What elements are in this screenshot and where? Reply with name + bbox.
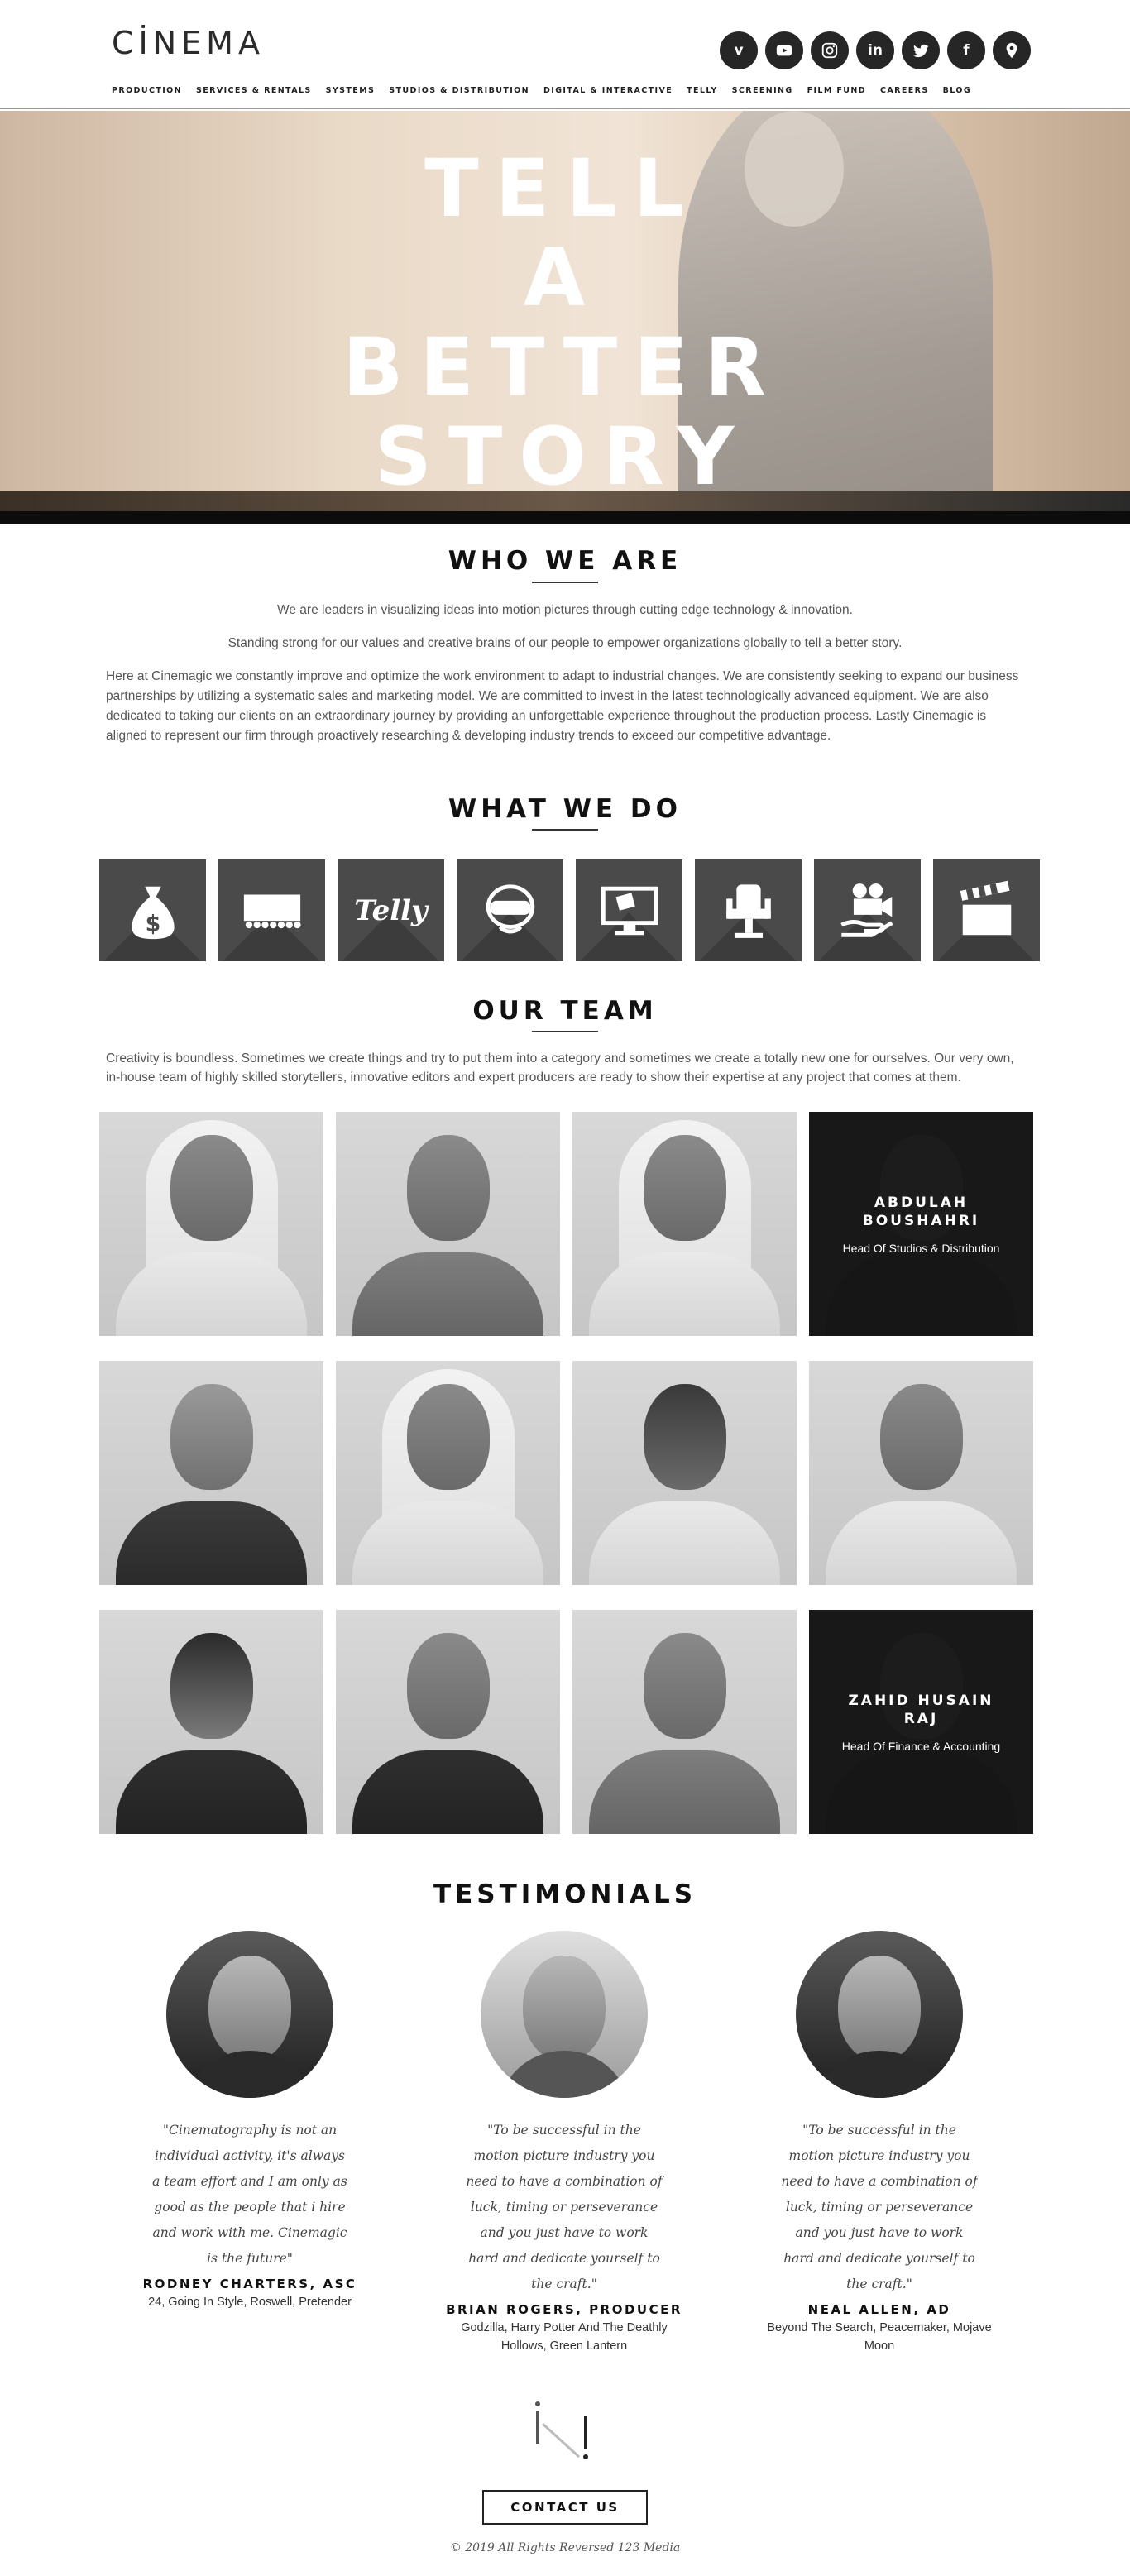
team-member-photo[interactable]: [99, 1112, 323, 1336]
testimonials-heading: TESTIMONIALS: [433, 1879, 697, 1909]
team-member-overlay: [809, 1112, 1033, 1336]
hand-camera-icon: [836, 879, 900, 943]
instagram-icon[interactable]: [811, 31, 849, 69]
monitor-film-icon: [597, 879, 662, 943]
location-pin-icon[interactable]: [993, 31, 1031, 69]
testimonial-name: NEAL ALLEN, AD: [807, 2302, 951, 2317]
site-header: [0, 0, 1130, 109]
who-we-are-underline: [532, 582, 598, 583]
testimonial-quote: "To be successful in the motion picture industry you need to have a combination of luck, timing or perseverance and you just have to work hard and dedicate yourself to the craft.": [466, 2123, 663, 2291]
team-member-photo[interactable]: [572, 1112, 797, 1336]
team-grid: [99, 1112, 1033, 1834]
services-row: [99, 859, 1040, 961]
vr-headset-icon: [478, 879, 543, 943]
testimonial-card: [126, 1931, 374, 2311]
nav-studios-distribution[interactable]: STUDIOS & DISTRIBUTION: [389, 86, 529, 95]
cinema-screen-icon: [240, 879, 304, 943]
nav-digital-interactive[interactable]: DIGITAL & INTERACTIVE: [543, 86, 673, 95]
youtube-icon[interactable]: [765, 31, 803, 69]
hero-line-4: STORY: [374, 410, 751, 503]
service-digital[interactable]: [457, 859, 563, 961]
service-studios[interactable]: [933, 859, 1040, 961]
nav-careers[interactable]: CAREERS: [880, 86, 929, 95]
nav-services-rentals[interactable]: SERVICES & RENTALS: [195, 86, 312, 95]
service-production[interactable]: [99, 859, 206, 961]
service-systems[interactable]: [576, 859, 682, 961]
money-bag-icon: [121, 879, 185, 943]
team-member-photo[interactable]: [336, 1610, 560, 1834]
site-logo[interactable]: CİNEMA: [112, 25, 265, 61]
team-member-photo[interactable]: [99, 1610, 323, 1834]
hero-bottom-bar: [0, 511, 1130, 524]
nav-systems[interactable]: SYSTEMS: [325, 86, 376, 95]
team-member-overlay: [809, 1610, 1033, 1834]
service-screening[interactable]: [218, 859, 325, 961]
what-we-do-underline: [532, 829, 598, 831]
who-intro-1: We are leaders in visualizing ideas into motion pictures through cutting edge technology & innovation.: [277, 603, 853, 617]
testimonial-credits: Beyond The Search, Peacemaker, Mojave Moon: [767, 2321, 992, 2353]
facebook-icon[interactable]: f: [947, 31, 985, 69]
team-member-photo[interactable]: [572, 1610, 797, 1834]
main-nav: [112, 86, 971, 95]
svg-text:$: $: [145, 910, 160, 936]
team-member-role: Head Of Finance & Accounting: [841, 1739, 1001, 1753]
testimonial-credits: Godzilla, Harry Potter And The Deathly Hollows, Green Lantern: [461, 2321, 668, 2353]
hero-title: [273, 144, 852, 501]
nav-blog[interactable]: BLOG: [942, 86, 972, 95]
hero-line-3: BETTER: [342, 321, 783, 414]
hero-line-2: A: [523, 232, 602, 324]
service-film-fund[interactable]: [814, 859, 921, 961]
testimonial-name: RODNEY CHARTERS, ASC: [142, 2277, 357, 2291]
our-team-heading: OUR TEAM: [472, 996, 658, 1026]
testimonial-card: [755, 1931, 1003, 2355]
testimonial-card: [440, 1931, 688, 2355]
team-member-photo[interactable]: [809, 1361, 1033, 1585]
team-member-photo[interactable]: [572, 1361, 797, 1585]
contact-us-button[interactable]: CONTACT US: [482, 2490, 648, 2525]
hero-line-1: TELL: [424, 142, 701, 235]
what-we-do-heading: WHAT WE DO: [448, 794, 682, 824]
nav-telly[interactable]: TELLY: [687, 86, 718, 95]
team-member-photo[interactable]: [336, 1361, 560, 1585]
service-telly[interactable]: [338, 859, 444, 961]
our-team-underline: [532, 1031, 598, 1032]
testimonial-avatar: [481, 1931, 648, 2098]
testimonial-credits: 24, Going In Style, Roswell, Pretender: [148, 2296, 352, 2309]
who-we-are-heading: WHO WE ARE: [448, 546, 682, 576]
twitter-icon[interactable]: [902, 31, 940, 69]
footer-logo-icon: [529, 2399, 604, 2465]
hero-banner: [0, 111, 1130, 524]
team-member-role: Head Of Studios & Distribution: [842, 1241, 1000, 1255]
telly-logo: Telly: [354, 893, 428, 927]
team-member-zahid-husain-raj[interactable]: [809, 1610, 1033, 1834]
who-intro-2: Standing strong for our values and creative brains of our people to empower organizations globally to tell a better story.: [227, 636, 903, 650]
nav-film-fund[interactable]: FILM FUND: [807, 86, 867, 95]
team-intro: Creativity is boundless. Sometimes we create things and try to put them into a category and sometimes we create a totally new one for ourselves. Our very own, in-house team of highly skilled storytellers, innovative editors and expert producers are ready to show their expertise at any project that comes at them.: [106, 1051, 1014, 1085]
testimonial-avatar: [796, 1931, 963, 2098]
testimonial-name: BRIAN ROGERS, PRODUCER: [446, 2302, 682, 2317]
team-member-name: ABDULAH BOUSHAHRI: [862, 1194, 980, 1229]
copyright: © 2019 All Rights Reversed 123 Media: [449, 2541, 681, 2554]
who-body: Here at Cinemagic we constantly improve and optimize the work environment to adapt to industrial changes. We are consistently seeking to expand our business partnerships by utilizing a systematic sales and marketing model. We are committed to invest in the latest technologically advanced equipment. We are also dedicated to taking our clients on an extraordinary journey by providing an unforgettable experience throughout the production process. Lastly Cinemagic is aligned to represent our firm through proactively researching & developing industry trends to exceed our competitive advantage.: [106, 669, 1019, 743]
testimonial-avatar: [166, 1931, 333, 2098]
team-member-photo[interactable]: [336, 1112, 560, 1336]
testimonial-quote: "Cinematography is not an individual activity, it's always a team effort and I am only as good as the people that i hire and work with me. Cinemagic is the future": [152, 2123, 347, 2266]
social-links: [720, 31, 1031, 69]
testimonial-quote: "To be successful in the motion picture industry you need to have a combination of luck, timing or perseverance and you just have to work hard and dedicate yourself to the craft.": [781, 2123, 978, 2291]
team-member-photo[interactable]: [99, 1361, 323, 1585]
team-member-name: ZAHID HUSAIN RAJ: [848, 1692, 994, 1727]
team-member-abdulah-boushahri[interactable]: [809, 1112, 1033, 1336]
nav-screening[interactable]: SCREENING: [731, 86, 793, 95]
cinema-seat-icon: [716, 879, 781, 943]
service-seating[interactable]: [695, 859, 802, 961]
vimeo-icon[interactable]: v: [720, 31, 758, 69]
linkedin-icon[interactable]: in: [856, 31, 894, 69]
clapperboard-icon: [955, 879, 1019, 943]
nav-production[interactable]: PRODUCTION: [112, 86, 182, 95]
